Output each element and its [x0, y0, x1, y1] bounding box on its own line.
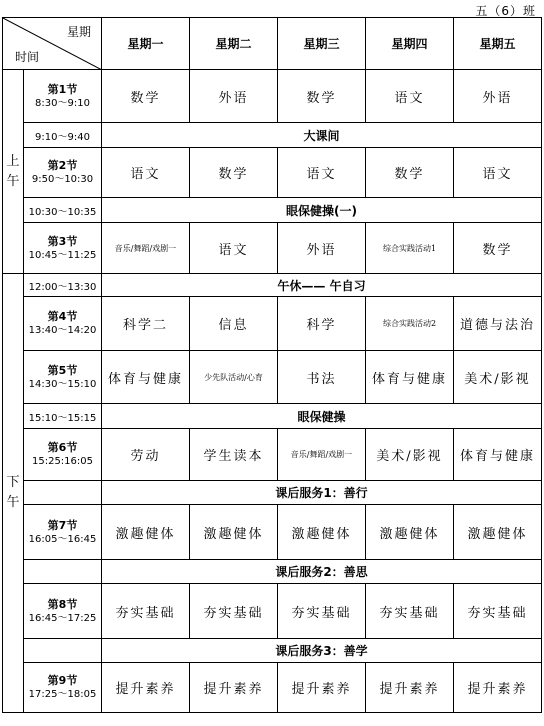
time-cell: 10:30～10:35: [24, 198, 102, 223]
class-label: 五（6）班: [475, 4, 536, 18]
subject-cell: 激趣健体: [102, 505, 190, 560]
subject-cell: 综合实践活动1: [366, 223, 454, 274]
subject-cell: 数学: [454, 223, 542, 274]
time-cell: 12:00～13:30: [24, 274, 102, 297]
subject-cell: 体育与健康: [366, 351, 454, 404]
subject-cell: 夯实基础: [454, 584, 542, 639]
period-name: 第8节: [47, 597, 78, 611]
time-cell: [24, 481, 102, 505]
subject-cell: 科学: [278, 297, 366, 351]
day-header-thu: 星期四: [366, 18, 454, 70]
subject-cell: 综合实践活动2: [366, 297, 454, 351]
subject-cell: 语文: [190, 223, 278, 274]
break-label: 眼保健操(一): [102, 198, 542, 223]
table-row: [3, 663, 542, 713]
break-label: 课后服务3：善学: [102, 639, 542, 663]
subject-cell: 数学: [366, 148, 454, 198]
table-row: [3, 351, 542, 404]
subject-cell: 夯实基础: [190, 584, 278, 639]
period-cell: [24, 663, 102, 713]
subject-cell: 外语: [190, 70, 278, 123]
subject-cell: 美术/影视: [366, 429, 454, 481]
time-cell: [24, 639, 102, 663]
subject-cell: 体育与健康: [102, 351, 190, 404]
half-char: 上: [6, 153, 20, 169]
time-cell: 15:10～15:15: [24, 404, 102, 429]
half-char: 午: [6, 173, 20, 189]
period-cell: [24, 223, 102, 274]
period-time: 14:30～15:10: [28, 378, 97, 390]
period-time: 13:40～14:20: [28, 325, 97, 336]
table-row: [3, 429, 542, 481]
subject-cell: 少先队活动/心育: [190, 351, 278, 404]
table-row: [3, 297, 542, 351]
subject-cell: 外语: [278, 223, 366, 274]
table-row: [3, 274, 542, 297]
subject-cell: 提升素养: [366, 663, 454, 713]
subject-cell: 提升素养: [102, 663, 190, 713]
subject-cell: 信息: [190, 297, 278, 351]
period-time: 15:25:16:05: [31, 456, 93, 467]
subject-cell: 语文: [278, 148, 366, 198]
subject-cell: 激趣健体: [190, 505, 278, 560]
subject-cell: 数学: [102, 70, 190, 123]
subject-cell: 音乐/舞蹈/戏剧一: [278, 429, 366, 481]
subject-cell: 语文: [102, 148, 190, 198]
subject-cell: 音乐/舞蹈/戏剧一: [102, 223, 190, 274]
subject-cell: 数学: [278, 70, 366, 123]
period-time: 17:25～18:05: [28, 689, 97, 700]
break-label: 课后服务2：善思: [102, 560, 542, 584]
time-label: 时间: [15, 50, 40, 64]
period-name: 第5节: [47, 363, 78, 377]
period-name: 第7节: [47, 518, 78, 532]
subject-cell: 科学二: [102, 297, 190, 351]
table-row: [3, 198, 542, 223]
day-header-tue: 星期二: [190, 18, 278, 70]
subject-cell: 提升素养: [454, 663, 542, 713]
table-row: [3, 505, 542, 560]
subject-cell: 数学: [190, 148, 278, 198]
afternoon-label: [3, 274, 24, 713]
subject-cell: 提升素养: [278, 663, 366, 713]
day-header-mon: 星期一: [102, 18, 190, 70]
subject-cell: 体育与健康: [454, 429, 542, 481]
subject-cell: 外语: [454, 70, 542, 123]
week-label: 星期: [66, 25, 91, 39]
subject-cell: 夯实基础: [102, 584, 190, 639]
period-cell: [24, 70, 102, 123]
table-row: [3, 560, 542, 584]
header-row: [3, 18, 542, 70]
subject-cell: 学生读本: [190, 429, 278, 481]
break-label: 大课间: [102, 123, 542, 148]
period-cell: [24, 505, 102, 560]
period-cell: [24, 351, 102, 404]
period-name: 第9节: [47, 674, 78, 687]
period-cell: [24, 148, 102, 198]
period-time: 9:50～10:30: [31, 174, 94, 185]
period-name: 第1节: [47, 82, 78, 96]
period-time: 16:45～17:25: [28, 612, 97, 624]
subject-cell: 美术/影视: [454, 351, 542, 404]
day-header-fri: 星期五: [454, 18, 542, 70]
break-label: 课后服务1：善行: [102, 481, 542, 505]
table-row: [3, 70, 542, 123]
subject-cell: 提升素养: [190, 663, 278, 713]
subject-cell: 劳动: [102, 429, 190, 481]
subject-cell: 语文: [366, 70, 454, 123]
time-cell: 9:10～9:40: [24, 123, 102, 148]
timetable: [2, 17, 542, 713]
subject-cell: 夯实基础: [278, 584, 366, 639]
subject-cell: 书法: [278, 351, 366, 404]
subject-cell: 激趣健体: [454, 505, 542, 560]
day-header-wed: 星期三: [278, 18, 366, 70]
corner-header: [3, 18, 102, 70]
period-cell: [24, 584, 102, 639]
period-time: 10:45～11:25: [28, 249, 97, 261]
break-label: 午休—— 午自习: [102, 274, 542, 297]
period-name: 第4节: [47, 310, 78, 323]
table-row: [3, 223, 542, 274]
table-row: [3, 584, 542, 639]
half-char: 午: [6, 495, 20, 510]
subject-cell: 道德与法治: [454, 297, 542, 351]
period-time: 16:05～16:45: [28, 533, 97, 545]
period-cell: [24, 429, 102, 481]
period-time: 8:30～9:10: [35, 97, 90, 109]
table-row: [3, 481, 542, 505]
period-name: 第2节: [47, 159, 78, 172]
period-name: 第6节: [47, 441, 78, 454]
subject-cell: 语文: [454, 148, 542, 198]
morning-label: [3, 70, 24, 274]
half-char: 下: [6, 475, 20, 490]
table-row: [3, 404, 542, 429]
table-row: [3, 148, 542, 198]
period-name: 第3节: [47, 234, 78, 248]
break-label: 眼保健操: [102, 404, 542, 429]
subject-cell: 夯实基础: [366, 584, 454, 639]
subject-cell: 激趣健体: [366, 505, 454, 560]
subject-cell: 激趣健体: [278, 505, 366, 560]
table-row: [3, 123, 542, 148]
time-cell: [24, 560, 102, 584]
table-row: [3, 639, 542, 663]
period-cell: [24, 297, 102, 351]
